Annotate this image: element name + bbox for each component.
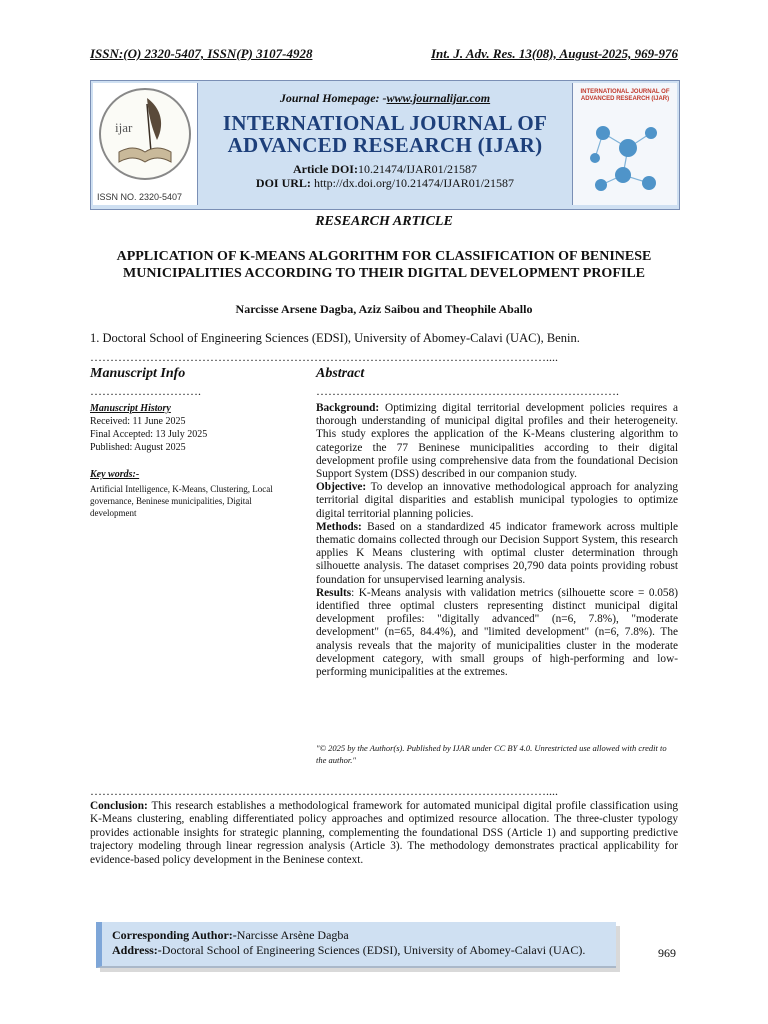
journal-title [201, 112, 569, 156]
homepage-line [201, 91, 569, 106]
dotted-separator-left: ………………………. [90, 384, 201, 398]
affiliation: 1. Doctoral School of Engineering Sciences (EDSI), University of Abomey-Calavi (UAC), Benin. [90, 331, 580, 345]
journal-title-line2: ADVANCED RESEARCH (IJAR) [227, 133, 543, 157]
abstract-body [316, 402, 678, 679]
issn-caption: ISSN NO. 2320-5407 [97, 192, 183, 202]
issn-line: ISSN:(O) 2320-5407, ISSN(P) 3107-4928 [90, 46, 313, 61]
doi-url-value[interactable]: http://dx.doi.org/10.21474/IJAR01/21587 [313, 176, 515, 190]
homepage-label: Journal Homepage: - [279, 91, 387, 105]
conclusion-label: Conclusion: [90, 800, 148, 812]
page-number: 969 [658, 946, 676, 960]
journal-logo [93, 83, 198, 205]
homepage-link[interactable]: www.journalijar.com [386, 91, 491, 105]
received-date: Received: 11 June 2025 [90, 416, 186, 427]
corresponding-author-name: Narcisse Arsène Dagba [236, 928, 349, 942]
citation-line: Int. J. Adv. Res. 13(08), August-2025, 969-976 [430, 46, 678, 61]
corresponding-author-label: Corresponding Author:- [112, 928, 237, 942]
abstract-objective: Objective: To develop an innovative methodological approach for analyzing territorial digital disparities and establish municipal typologies to optimize digital territorial planning policies. [316, 481, 678, 520]
abstract-background: Background: Optimizing digital territorial development policies requires a thorough understanding of municipal digital profiles and their heterogeneity. This study explores the application of the K-Means clustering algorithm to categorize the 77 Beninese municipalities according to their digital development profile using comprehensive data from the foundational Decision Support System (DSS) described in our companion study. [316, 402, 678, 481]
article-title: APPLICATION OF K-MEANS ALGORITHM FOR CLASSIFICATION OF BENINESE MUNICIPALITIES ACCORDING TO THEIR DIGITAL DEVELOPMENT PROFILE [116, 249, 652, 281]
abstract-heading: Abstract [316, 366, 365, 381]
abstract-results: Results: K-Means analysis with validation metrics (silhouette score = 0.058) identified three optimal clusters representing distinct municipal digital development profiles: "digitally advanced" (n=6, 7.8%), "moderate development" (n=65, 84.4%), and "limited development" (n=6, 7.8%). The analysis reveals that the majority of municipalities cluster in the moderate development category, with small groups of high-performing and low-performing municipalities at the extremes. [316, 586, 678, 679]
history-label: Manuscript History [90, 403, 171, 414]
keywords-label: Key words:- [90, 469, 140, 480]
keywords: Artificial Intelligence, K-Means, Clustering, Local governance, Beninese municipalities, Digital development [90, 484, 273, 518]
cover-title: INTERNATIONAL JOURNAL OF ADVANCED RESEARCH (IJAR) [580, 89, 670, 102]
journal-banner [90, 80, 680, 210]
manuscript-info-heading: Manuscript Info [90, 366, 186, 381]
journal-cover-thumbnail [572, 83, 677, 205]
conclusion-text: This research establishes a methodological framework for automated municipal digital profile classification using K-Means clustering, enabling differentiated policy approaches and optimized resource allocation. The three-cluster typology provides actionable insights for strategic planning, complementing the foundational DSS (Article 1) and supporting predictive trajectory modeling through linear regression analysis (Article 3). The methodology demonstrates practical applicability for evidence-based policy development in the Beninese context. [90, 800, 678, 866]
doi-url-label: DOI URL: [255, 176, 311, 190]
objective-label: Objective: [316, 481, 367, 494]
doi-block [201, 162, 569, 190]
conclusion [90, 800, 678, 867]
journal-title-line1: INTERNATIONAL JOURNAL OF [222, 111, 548, 135]
results-label: Results [316, 586, 352, 599]
license-note: "© 2025 by the Author(s). Published by IJAR under CC BY 4.0. Unrestricted use allowed with credit to the author." [316, 743, 667, 765]
running-header [90, 46, 678, 62]
logo-text: ijar [115, 120, 133, 135]
dotted-separator: …………………………………………………………………………………………………….... [90, 350, 558, 364]
abstract-methods: Methods: Based on a standardized 45 indicator framework across multiple thematic domains collected through our Decision Support System, this research applies K Means clustering with optimal cluster determination through silhouette analysis. The dataset comprises 20,790 data points providing robust foundation for unsupervised learning analysis. [316, 520, 678, 586]
molecule-graphic-icon [573, 103, 677, 203]
manuscript-info [90, 402, 300, 519]
methods-label: Methods: [316, 520, 362, 533]
accepted-date: Final Accepted: 13 July 2025 [90, 429, 208, 440]
logo-emblem [99, 88, 191, 180]
corresponding-author-box [96, 922, 616, 968]
doi-label: Article DOI: [293, 162, 358, 176]
address-label: Address:- [112, 943, 162, 957]
address-text: Doctoral School of Engineering Sciences (EDSI), University of Abomey-Calavi (UAC). [161, 943, 586, 957]
published-date: Published: August 2025 [90, 442, 186, 453]
dotted-separator-right: …………………………………………………………………. [316, 384, 619, 398]
background-label: Background: [316, 402, 380, 414]
article-type: RESEARCH ARTICLE [315, 214, 453, 229]
banner-center [201, 91, 569, 190]
dotted-separator-bottom: …………………………………………………………………………………………………….... [90, 784, 558, 798]
doi-value: 10.21474/IJAR01/21587 [357, 162, 477, 176]
article-authors: Narcisse Arsene Dagba, Aziz Saibou and Theophile Aballo [235, 302, 533, 316]
